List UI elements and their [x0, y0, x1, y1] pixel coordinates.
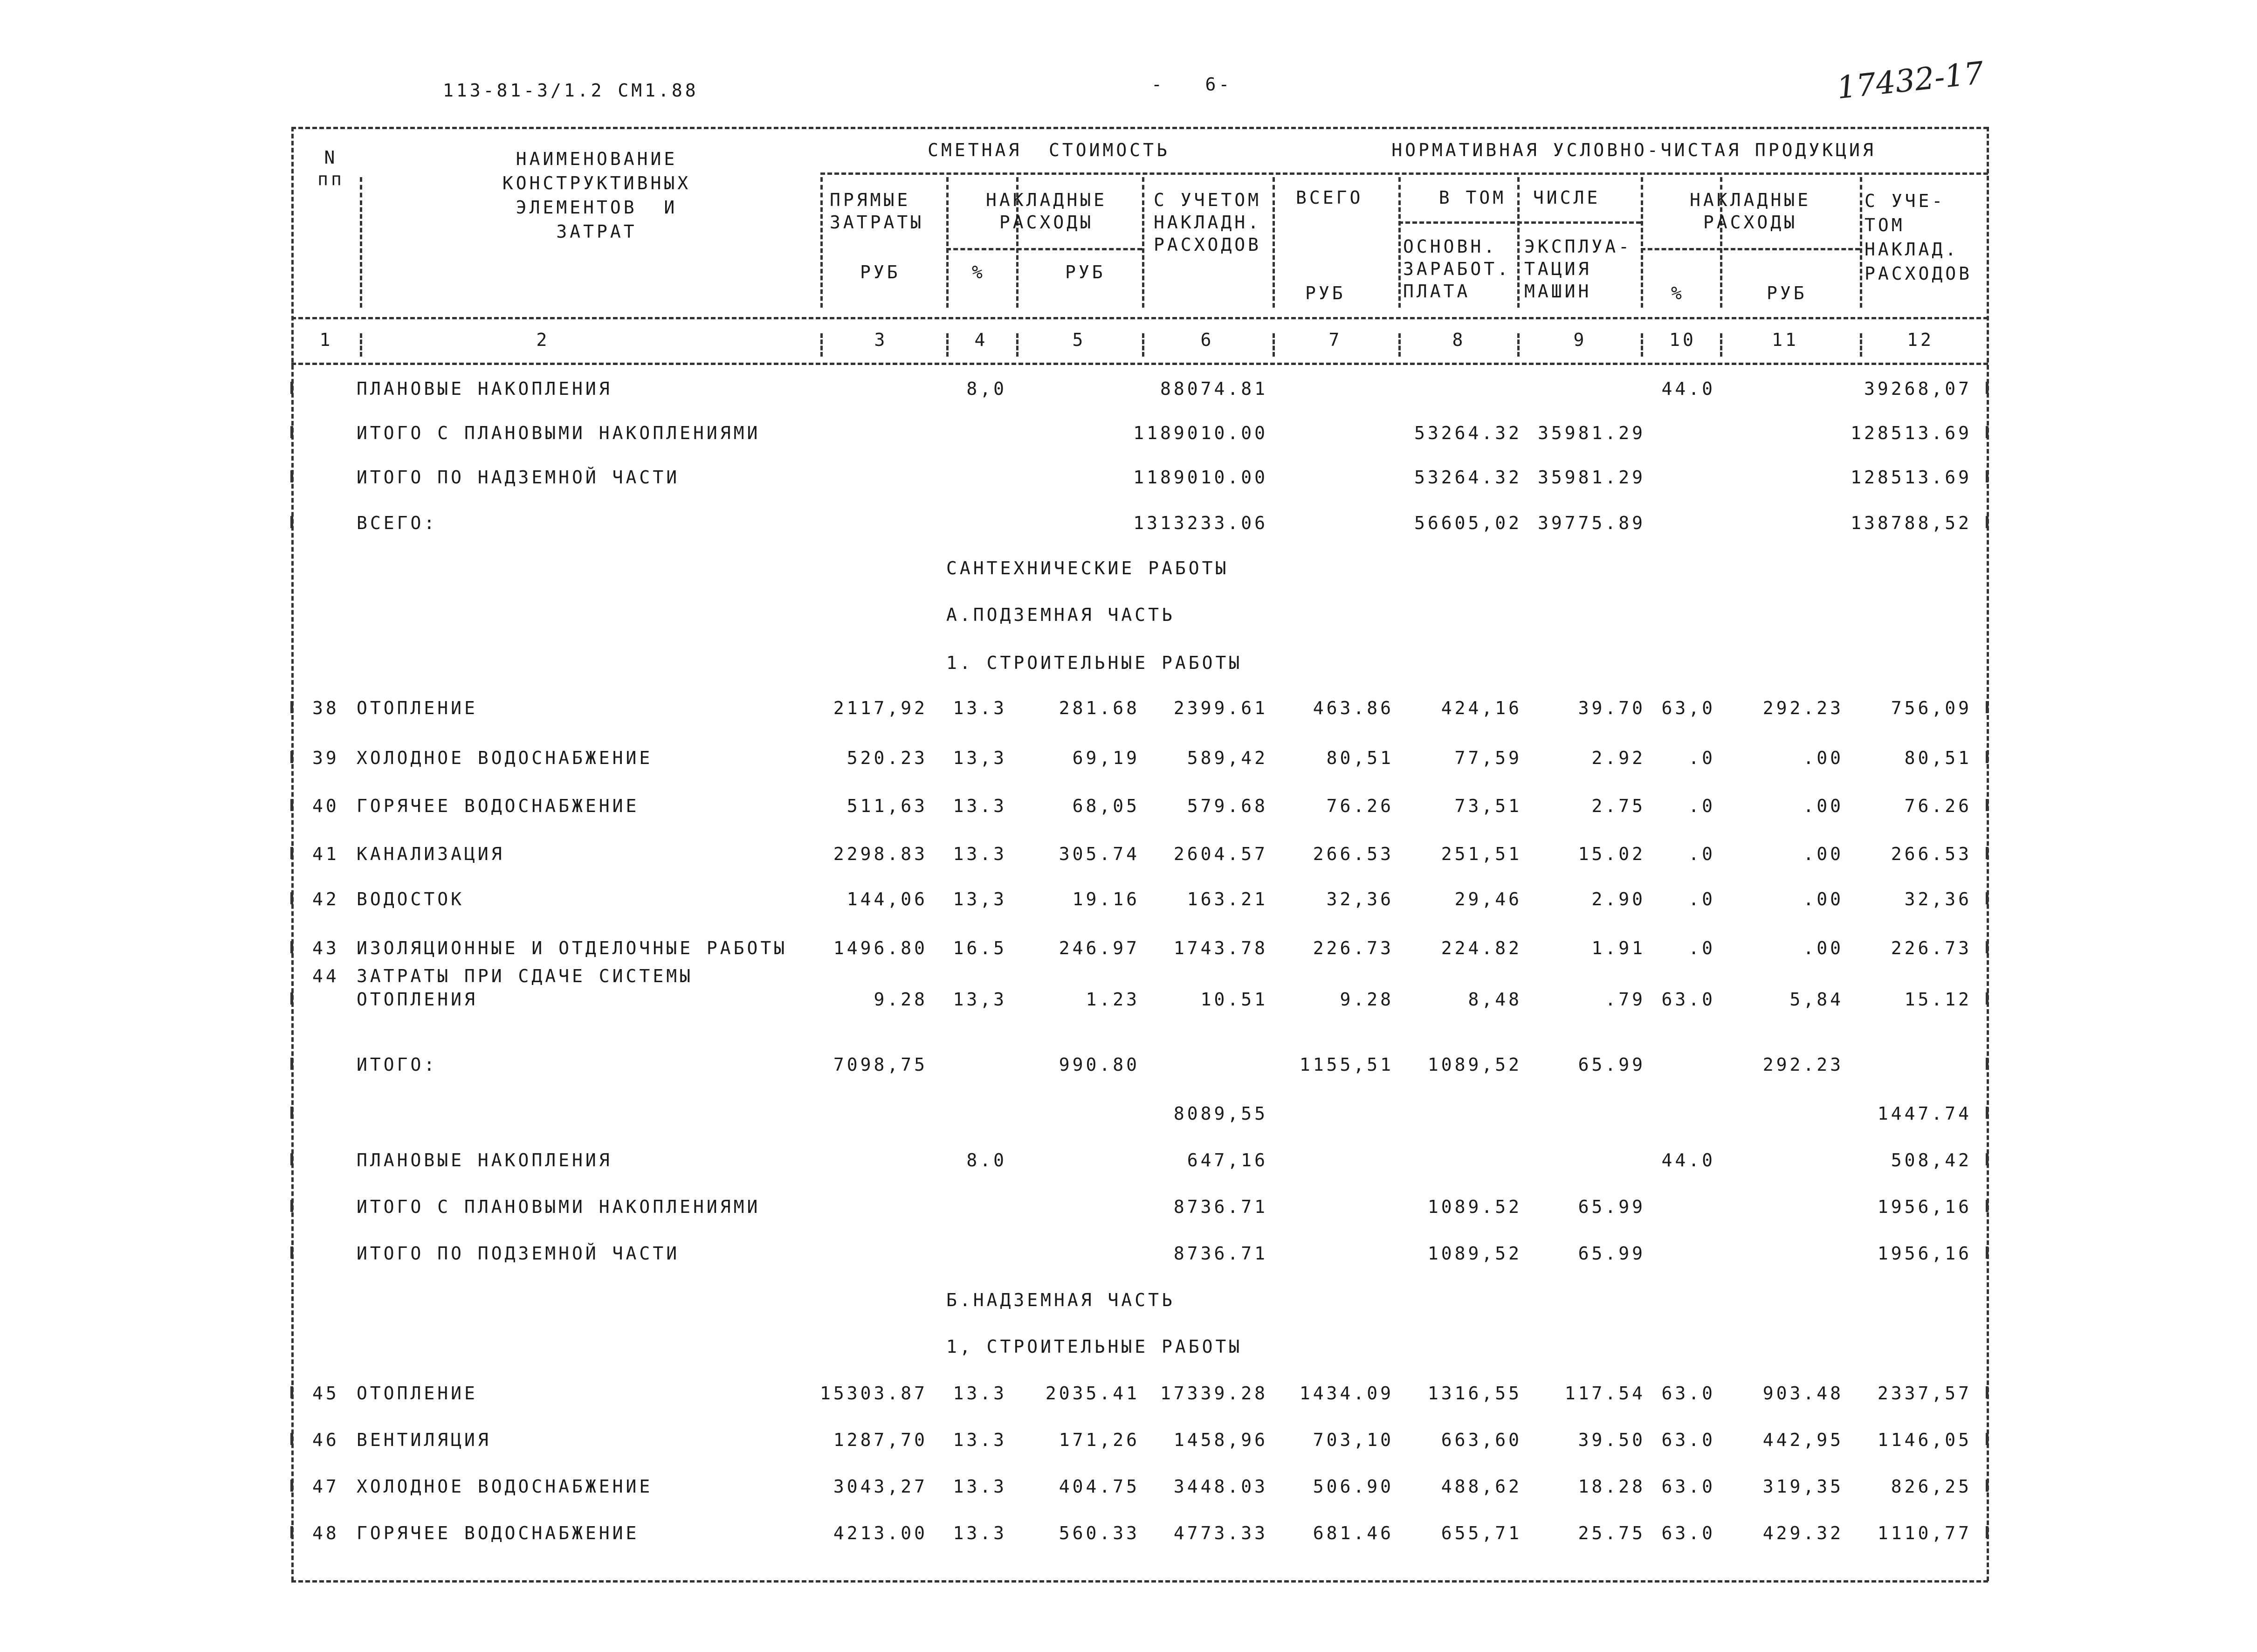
- row-name: ИТОГО ПО ПОДЗЕМНОЙ ЧАСТИ: [357, 1243, 680, 1264]
- left-margin-mark: [290, 892, 293, 904]
- cell-c7: 76.26: [1326, 796, 1394, 816]
- row-number: 40: [312, 796, 339, 816]
- cell-c10: 63.0: [1661, 989, 1715, 1010]
- cell-c6: 647,16: [1187, 1150, 1268, 1170]
- right-margin-mark: [1986, 1526, 1989, 1538]
- column-number-8: 8: [1452, 330, 1466, 350]
- row-name: ВОДОСТОК: [357, 889, 465, 909]
- cell-c7: 681.46: [1313, 1523, 1394, 1543]
- cell-c11: 292.23: [1762, 1054, 1844, 1075]
- column-separator-11: [1860, 333, 1862, 357]
- left-margin-mark: [290, 1480, 293, 1492]
- cell-c5: 305.74: [1059, 844, 1140, 864]
- cell-c11: 442,95: [1762, 1430, 1844, 1450]
- cell-c6: 88074.81: [1160, 379, 1268, 399]
- right-margin-mark: [1986, 470, 1989, 482]
- cell-c4: 13.3: [953, 1523, 1007, 1543]
- cell-c8: 1089.52: [1427, 1197, 1522, 1217]
- right-margin-mark: [1986, 847, 1989, 859]
- cell-c9: 35981.29: [1537, 467, 1645, 488]
- row-name: ХОЛОДНОЕ ВОДОСНАБЖЕНИЕ: [357, 748, 653, 768]
- header-rub-col3: РУБ: [860, 262, 901, 282]
- cell-c12: 826,25: [1891, 1476, 1972, 1497]
- header-name-column: НАИМЕНОВАНИЕ КОНСТРУКТИВНЫХ ЭЛЕМЕНТОВ И ЗАТРАТ: [502, 149, 691, 242]
- cell-c6: 1743.78: [1173, 938, 1268, 958]
- left-margin-mark: [290, 1107, 293, 1119]
- cell-c10: 63.0: [1661, 1383, 1715, 1404]
- cell-c12: 138788,52: [1851, 513, 1972, 533]
- cell-c9: 65.99: [1578, 1054, 1645, 1075]
- cell-c9: 35981.29: [1537, 423, 1645, 443]
- left-margin-mark: [290, 1058, 293, 1070]
- cell-c11: .00: [1803, 748, 1844, 768]
- column-separator-5: [1142, 333, 1144, 357]
- cell-c6: 10.51: [1200, 989, 1268, 1010]
- cell-c11: .00: [1803, 844, 1844, 864]
- cell-c3: 1287,70: [833, 1430, 928, 1450]
- cell-c3: 7098,75: [833, 1054, 928, 1075]
- cell-c7: 226.73: [1313, 938, 1394, 958]
- cell-c12: 756,09: [1891, 698, 1972, 718]
- cell-c3: 4213.00: [833, 1523, 928, 1543]
- column-number-10: 10: [1669, 330, 1696, 350]
- cell-c3: 2298.83: [833, 844, 928, 864]
- cell-c11: 5,84: [1789, 989, 1844, 1010]
- cell-c6: 4773.33: [1173, 1523, 1268, 1543]
- header-subrule-nakladnye2: [1641, 248, 1860, 250]
- row-number: 39: [312, 748, 339, 768]
- cell-c9: 1.91: [1591, 938, 1645, 958]
- right-margin-mark: [1986, 1058, 1989, 1070]
- row-number: 42: [312, 889, 339, 909]
- column-number-5: 5: [1072, 330, 1086, 350]
- cell-c3: 9.28: [874, 989, 928, 1010]
- cell-c8: 663,60: [1441, 1430, 1522, 1450]
- section-heading: 1. СТРОИТЕЛЬНЫЕ РАБОТЫ: [946, 653, 1243, 673]
- header-s-uchetom: С УЧЕТОМ НАКЛАДН. РАСХОДОВ: [1154, 190, 1262, 255]
- header-subrule: [820, 172, 1988, 175]
- row-name: ВСЕГО:: [357, 513, 438, 533]
- header-smetnaya-stoimost: СМЕТНАЯ СТОИМОСТЬ: [928, 140, 1170, 160]
- header-v-tom-chisle: В ТОМ ЧИСЛЕ: [1438, 187, 1601, 208]
- left-margin-mark: [290, 847, 293, 859]
- left-margin-mark: [290, 1153, 293, 1165]
- cell-c4: 13.3: [953, 844, 1007, 864]
- cell-c4: 13,3: [953, 748, 1007, 768]
- cell-c6: 2399.61: [1173, 698, 1268, 718]
- cell-c3: 511,63: [846, 796, 928, 816]
- cell-c9: 2.90: [1591, 889, 1645, 909]
- row-number: 45: [312, 1383, 339, 1404]
- row-name: ИТОГО:: [357, 1054, 438, 1075]
- header-nakladnye-raskhody-2: НАКЛАДНЫЕ РАСХОДЫ: [1690, 190, 1811, 233]
- cell-c7: 32,36: [1326, 889, 1394, 909]
- cell-c6: 2604.57: [1173, 844, 1268, 864]
- cell-c10: .0: [1688, 748, 1715, 768]
- column-separator-7: [1398, 333, 1401, 357]
- table-top-rule: [291, 127, 1988, 129]
- cell-c7: 266.53: [1313, 844, 1394, 864]
- left-margin-mark: [290, 1433, 293, 1445]
- header-osnovn-plata: ОСНОВН. ЗАРАБОТ. ПЛАТА: [1403, 236, 1511, 302]
- cell-c7: 703,10: [1313, 1430, 1394, 1450]
- cell-c8: 29,46: [1454, 889, 1522, 909]
- cell-c10: .0: [1688, 796, 1715, 816]
- column-number-6: 6: [1200, 330, 1214, 350]
- column-separator-2: [820, 333, 823, 357]
- row-name: ИТОГО С ПЛАНОВЫМИ НАКОПЛЕНИЯМИ: [357, 423, 761, 443]
- right-margin-mark: [1986, 941, 1989, 953]
- cell-c4: 8.0: [966, 1150, 1007, 1170]
- row-name: КАНАЛИЗАЦИЯ: [357, 844, 505, 864]
- column-separator-9: [1641, 200, 1643, 308]
- row-number: 46: [312, 1430, 339, 1450]
- header-pct-col4: %: [972, 262, 985, 282]
- cell-c3: 520.23: [846, 748, 928, 768]
- cell-c9: 65.99: [1578, 1197, 1645, 1217]
- right-margin-mark: [1986, 1433, 1989, 1445]
- cell-c11: .00: [1803, 889, 1844, 909]
- left-margin-mark: [290, 992, 293, 1005]
- header-rub-col11: РУБ: [1767, 283, 1807, 303]
- cell-c7: 80,51: [1326, 748, 1394, 768]
- cell-c9: 18.28: [1578, 1476, 1645, 1497]
- header-s-uchetom-nakladnykh: С УЧЕ- ТОМ НАКЛАД. РАСХОДОВ: [1865, 191, 1973, 284]
- cell-c12: 15.12: [1904, 989, 1972, 1010]
- cell-c8: 77,59: [1454, 748, 1522, 768]
- row-number: 41: [312, 844, 339, 864]
- cell-c3: 1496.80: [833, 938, 928, 958]
- right-margin-mark: [1986, 516, 1989, 528]
- cell-c10: 63.0: [1661, 1476, 1715, 1497]
- left-margin-mark: [290, 1246, 293, 1259]
- cell-c9: 2.75: [1591, 796, 1645, 816]
- left-margin-mark: [290, 751, 293, 763]
- cell-c6: 3448.03: [1173, 1476, 1268, 1497]
- cell-c12: 2337,57: [1877, 1383, 1972, 1404]
- cell-c7: 506.90: [1313, 1476, 1394, 1497]
- header-subrule-vtom: [1398, 221, 1641, 224]
- table-bottom-rule: [291, 1580, 1988, 1583]
- right-margin-mark: [1986, 426, 1989, 438]
- row-name: ИЗОЛЯЦИОННЫЕ И ОТДЕЛОЧНЫЕ РАБОТЫ: [357, 938, 788, 958]
- cell-c12: 128513.69: [1851, 423, 1972, 443]
- cell-c9: 2.92: [1591, 748, 1645, 768]
- row-number: 44: [312, 966, 339, 986]
- section-heading: Б.НАДЗЕМНАЯ ЧАСТЬ: [946, 1290, 1175, 1310]
- header-bottom-rule: [291, 317, 1988, 319]
- cell-c7: 463.86: [1313, 698, 1394, 718]
- column-separator-8: [1517, 200, 1520, 308]
- header-vsego: ВСЕГО: [1296, 187, 1363, 208]
- column-number-11: 11: [1772, 330, 1799, 350]
- column-separator-1: [360, 333, 362, 357]
- cell-c10: 63.0: [1661, 1523, 1715, 1543]
- cell-c9: .79: [1605, 989, 1645, 1010]
- cell-c9: 39.50: [1578, 1430, 1645, 1450]
- cell-c5: 69,19: [1072, 748, 1140, 768]
- row-name: ВЕНТИЛЯЦИЯ: [357, 1430, 491, 1450]
- cell-c3: 2117,92: [833, 698, 928, 718]
- left-margin-mark: [290, 701, 293, 713]
- cell-c8: 53264.32: [1414, 423, 1522, 443]
- cell-c12: 39268,07: [1864, 379, 1972, 399]
- cell-c5: 281.68: [1059, 698, 1140, 718]
- cell-c10: 63,0: [1661, 698, 1715, 718]
- header-normativnaya: НОРМАТИВНАЯ УСЛОВНО-ЧИСТАЯ ПРОДУКЦИЯ: [1391, 140, 1876, 160]
- row-name: ОТОПЛЕНИЕ: [357, 698, 478, 718]
- cell-c11: .00: [1803, 938, 1844, 958]
- left-margin-mark: [290, 516, 293, 528]
- handwritten-inventory-number: 17432-17: [1835, 55, 1986, 106]
- cell-c8: 1089,52: [1427, 1054, 1522, 1075]
- column-numbers-rule: [291, 363, 1988, 365]
- cell-c7: 1155,51: [1299, 1054, 1394, 1075]
- column-number-4: 4: [974, 330, 988, 350]
- cell-c4: 13.3: [953, 1383, 1007, 1404]
- header-subrule-nakladnye: [946, 248, 1142, 250]
- cell-c5: 2035.41: [1045, 1383, 1140, 1404]
- cell-c3: 15303.87: [819, 1383, 928, 1404]
- right-margin-mark: [1986, 799, 1989, 811]
- column-number-1: 1: [319, 330, 333, 350]
- row-name: ИТОГО С ПЛАНОВЫМИ НАКОПЛЕНИЯМИ: [357, 1197, 761, 1217]
- right-margin-mark: [1986, 1107, 1989, 1119]
- row-name: ИТОГО ПО НАДЗЕМНОЙ ЧАСТИ: [357, 467, 680, 488]
- cell-c11: .00: [1803, 796, 1844, 816]
- header-nakladnye-raskhody: НАКЛАДНЫЕ РАСХОДЫ: [986, 190, 1107, 233]
- cell-c10: 63.0: [1661, 1430, 1715, 1450]
- page-number: - 6-: [1151, 74, 1232, 95]
- column-separator-6: [1273, 200, 1275, 308]
- cell-c8: 1089,52: [1427, 1243, 1522, 1264]
- cell-c12: 1956,16: [1877, 1197, 1972, 1217]
- left-margin-mark: [290, 941, 293, 953]
- cell-c8: 655,71: [1441, 1523, 1522, 1543]
- cell-c4: 13.3: [953, 1430, 1007, 1450]
- cell-c12: 226.73: [1891, 938, 1972, 958]
- section-heading: САНТЕХНИЧЕСКИЕ РАБОТЫ: [946, 558, 1229, 578]
- column-number-2: 2: [536, 330, 550, 350]
- cell-c9: 65.99: [1578, 1243, 1645, 1264]
- cell-c5: 560.33: [1059, 1523, 1140, 1543]
- row-name: ОТОПЛЕНИЕ: [357, 1383, 478, 1404]
- cell-c4: 16.5: [953, 938, 1007, 958]
- cell-c12: 76.26: [1904, 796, 1972, 816]
- cell-c5: 171,26: [1059, 1430, 1140, 1450]
- cell-c3: 144,06: [846, 889, 928, 909]
- left-margin-mark: [290, 799, 293, 811]
- cell-c11: 292.23: [1762, 698, 1844, 718]
- column-separator-5: [1142, 200, 1144, 308]
- cell-c6: 579.68: [1187, 796, 1268, 816]
- column-separator-10: [1720, 333, 1722, 357]
- left-margin-mark: [290, 382, 293, 394]
- cell-c9: 25.75: [1578, 1523, 1645, 1543]
- column-separator-3: [946, 200, 949, 308]
- right-margin-mark: [1986, 1480, 1989, 1492]
- cell-c6: 1189010.00: [1133, 467, 1268, 488]
- left-margin-mark: [290, 426, 293, 438]
- cell-c4: 13,3: [953, 889, 1007, 909]
- right-margin-mark: [1986, 382, 1989, 394]
- cell-c6: 8736.71: [1173, 1197, 1268, 1217]
- right-margin-mark: [1986, 1386, 1989, 1398]
- cell-c4: 13.3: [953, 1476, 1007, 1497]
- cell-c10: 44.0: [1661, 379, 1715, 399]
- row-name: ГОРЯЧЕЕ ВОДОСНАБЖЕНИЕ: [357, 796, 640, 816]
- column-separator-9: [1641, 333, 1643, 357]
- column-separator-2: [820, 200, 823, 308]
- column-separator-6: [1273, 333, 1275, 357]
- cell-c8: 73,51: [1454, 796, 1522, 816]
- column-number-3: 3: [874, 330, 888, 350]
- cell-c8: 424,16: [1441, 698, 1522, 718]
- cell-c6: 1458,96: [1173, 1430, 1268, 1450]
- column-separator-3: [946, 333, 949, 357]
- cell-c8: 8,48: [1468, 989, 1522, 1010]
- cell-c12: 1146,05: [1877, 1430, 1972, 1450]
- column-number-9: 9: [1573, 330, 1587, 350]
- header-ekspluatatsiya: ЭКСПЛУА- ТАЦИЯ МАШИН: [1524, 236, 1632, 302]
- row-name: ЗАТРАТЫ ПРИ СДАЧЕ СИСТЕМЫ: [357, 966, 693, 986]
- cell-c9: 15.02: [1578, 844, 1645, 864]
- document-code: 113-81-3/1.2 СМ1.88: [443, 80, 699, 101]
- right-margin-mark: [1986, 892, 1989, 904]
- right-margin-mark: [1986, 992, 1989, 1005]
- cell-c8: 251,51: [1441, 844, 1522, 864]
- cell-c6: 1313233.06: [1133, 513, 1268, 533]
- header-pryamye-zatraty: ПРЯМЫЕ ЗАТРАТЫ: [830, 190, 924, 233]
- row-number: 47: [312, 1476, 339, 1497]
- column-separator-11: [1860, 200, 1862, 308]
- cell-c12: 1110,77: [1877, 1523, 1972, 1543]
- cell-c6: 8089,55: [1173, 1103, 1268, 1124]
- header-pct-col10: %: [1671, 283, 1685, 303]
- column-separator-8: [1517, 333, 1520, 357]
- column-number-12: 12: [1907, 330, 1934, 350]
- right-margin-mark: [1986, 1153, 1989, 1165]
- right-margin-mark: [1986, 1200, 1989, 1212]
- cell-c6: 17339.28: [1160, 1383, 1268, 1404]
- cell-c12: 1956,16: [1877, 1243, 1972, 1264]
- section-heading: 1, СТРОИТЕЛЬНЫЕ РАБОТЫ: [946, 1336, 1243, 1357]
- column-separator-4: [1016, 333, 1018, 357]
- left-margin-mark: [290, 1386, 293, 1398]
- cell-c7: 9.28: [1340, 989, 1394, 1010]
- cell-c6: 589,42: [1187, 748, 1268, 768]
- cell-c4: 13.3: [953, 796, 1007, 816]
- row-number: 43: [312, 938, 339, 958]
- cell-c5: 68,05: [1072, 796, 1140, 816]
- left-margin-mark: [290, 1200, 293, 1212]
- cell-c3: 3043,27: [833, 1476, 928, 1497]
- cell-c12: 128513.69: [1851, 467, 1972, 488]
- header-rub-col5: РУБ: [1065, 262, 1106, 282]
- cell-c12: 266.53: [1891, 844, 1972, 864]
- cell-c10: .0: [1688, 889, 1715, 909]
- cell-c12: 1447.74: [1877, 1103, 1972, 1124]
- cell-c11: 429.32: [1762, 1523, 1844, 1543]
- cell-c12: 32,36: [1904, 889, 1972, 909]
- cell-c5: 1.23: [1086, 989, 1140, 1010]
- cell-c8: 53264.32: [1414, 467, 1522, 488]
- section-heading: А.ПОДЗЕМНАЯ ЧАСТЬ: [946, 605, 1175, 625]
- cell-c5: 19.16: [1072, 889, 1140, 909]
- cell-c6: 163.21: [1187, 889, 1268, 909]
- cell-c6: 1189010.00: [1133, 423, 1268, 443]
- cell-c5: 404.75: [1059, 1476, 1140, 1497]
- header-rub-col7: РУБ: [1305, 283, 1346, 303]
- cell-c7: 1434.09: [1299, 1383, 1394, 1404]
- cell-c10: .0: [1688, 844, 1715, 864]
- row-name: ГОРЯЧЕЕ ВОДОСНАБЖЕНИЕ: [357, 1523, 640, 1543]
- cell-c12: 508,42: [1891, 1150, 1972, 1170]
- column-separator-7: [1398, 200, 1401, 308]
- cell-c11: 319,35: [1762, 1476, 1844, 1497]
- cell-c9: 117.54: [1564, 1383, 1645, 1404]
- header-n-pp: N пп: [317, 147, 344, 189]
- cell-c8: 488,62: [1441, 1476, 1522, 1497]
- cell-c11: 903.48: [1762, 1383, 1844, 1404]
- cell-c10: .0: [1688, 938, 1715, 958]
- cell-c4: 8,0: [966, 379, 1007, 399]
- cell-c5: 990.80: [1059, 1054, 1140, 1075]
- left-margin-mark: [290, 1526, 293, 1538]
- right-margin-mark: [1986, 751, 1989, 763]
- cell-c8: 56605,02: [1414, 513, 1522, 533]
- row-name: ХОЛОДНОЕ ВОДОСНАБЖЕНИЕ: [357, 1476, 653, 1497]
- cell-c10: 44.0: [1661, 1150, 1715, 1170]
- cell-c12: 80,51: [1904, 748, 1972, 768]
- row-number: 38: [312, 698, 339, 718]
- row-name-continued: ОТОПЛЕНИЯ: [357, 989, 478, 1010]
- row-name: ПЛАНОВЫЕ НАКОПЛЕНИЯ: [357, 379, 612, 399]
- column-separator-1: [360, 200, 362, 308]
- cell-c8: 1316,55: [1427, 1383, 1522, 1404]
- cell-c4: 13,3: [953, 989, 1007, 1010]
- column-number-7: 7: [1328, 330, 1342, 350]
- cell-c8: 224.82: [1441, 938, 1522, 958]
- cell-c6: 8736.71: [1173, 1243, 1268, 1264]
- cell-c4: 13.3: [953, 698, 1007, 718]
- cell-c5: 246.97: [1059, 938, 1140, 958]
- right-margin-mark: [1986, 701, 1989, 713]
- row-name: ПЛАНОВЫЕ НАКОПЛЕНИЯ: [357, 1150, 612, 1170]
- cell-c9: 39.70: [1578, 698, 1645, 718]
- row-number: 48: [312, 1523, 339, 1543]
- cell-c9: 39775.89: [1537, 513, 1645, 533]
- right-margin-mark: [1986, 1246, 1989, 1259]
- left-margin-mark: [290, 470, 293, 482]
